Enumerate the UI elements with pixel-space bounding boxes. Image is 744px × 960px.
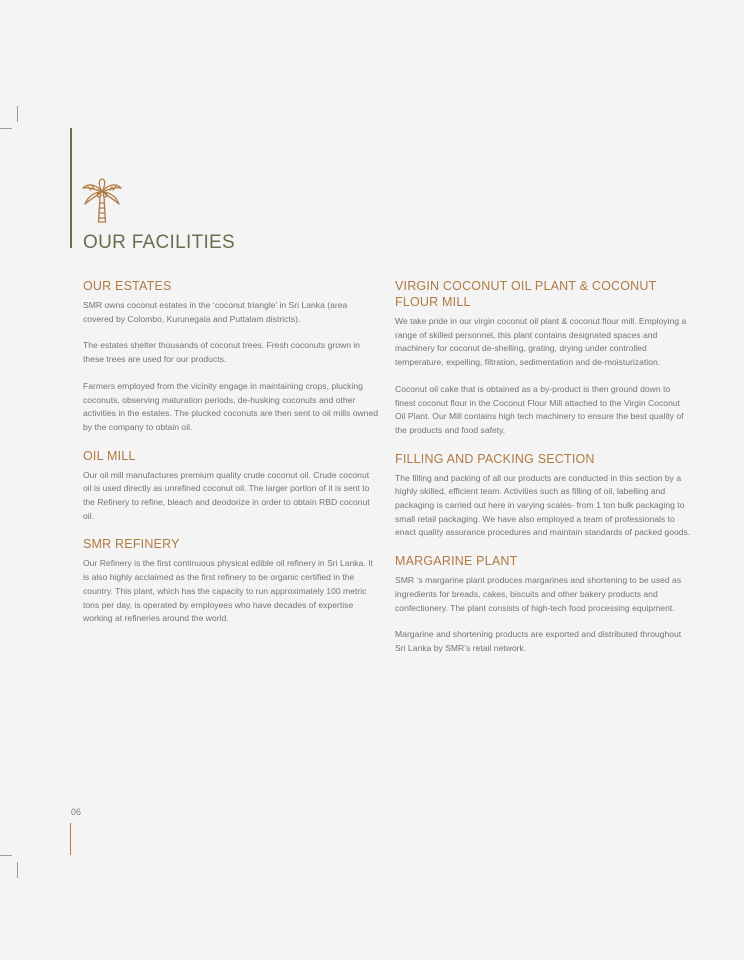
section-heading: MARGARINE PLANT [395, 554, 518, 569]
section-heading: VIRGIN COCONUT OIL PLANT & COCONUT FLOUR MILL [395, 279, 657, 309]
section-paragraph: The estates shelter thousands of coconut trees. Fresh coconuts grown in these trees are used for our products. [83, 340, 361, 365]
page-title: OUR FACILITIES [83, 232, 236, 253]
section-paragraph: Farmers employed from the vicinity engage in maintaining crops, plucking coconuts, observing maturation periods, de-husking coconuts and other activities in the estates. The plucked coconuts are then sent to oil mills owned by the company to obtain oil. [83, 380, 379, 432]
section-paragraph: Our Refinery is the first continuous physical edible oil refinery in Sri Lanka. It is also highly acclaimed as the first refinery to be organic certified in the country. This plant, which has the capacity to run approximately 100 metric tons per day, is operated by employees who have decades of expertise working at refineries around the world. [83, 558, 373, 624]
section-paragraph: SMR owns coconut estates in the ‘coconut triangle’ in Sri Lanka (area covered by Colombo, Kurunegala and Puttalam districts). [83, 300, 348, 324]
crop-mark [0, 855, 12, 856]
section-our-estates [83, 278, 379, 435]
title-accent-bar [70, 128, 72, 248]
section-heading: FILLING AND PACKING SECTION [395, 451, 595, 466]
crop-mark [0, 128, 12, 129]
section-paragraph: We take pride in our virgin coconut oil plant & coconut flour mill. Employing a range of skilled personnel, this plant contains designated spaces and machinery for coconut de-shelling, grating, drying under controlled temperature, expelling, filtration, sedimentation and de-moisturization. [395, 316, 687, 368]
crop-mark [17, 106, 18, 122]
section-paragraph: The filling and packing of all our products are conducted in this section by a highly skilled, efficient team. Activities such as filling of oil, labelling and packaging is carried out here in varying scales- from 1 ton bulk packaging to small retail packaging. We have also employed a team of professionals to enact quality assurance procedures and maintain standards of packed goods. [395, 472, 691, 538]
section-margarine-plant [395, 553, 691, 656]
left-column [83, 278, 379, 639]
page-number-accent-bar [70, 823, 71, 855]
section-paragraph: Our oil mill manufactures premium quality crude coconut oil. Crude coconut oil is used directly as unrefined coconut oil. The larger portion of it is sent to the Refinery to refine, bleach and deodorize in order to obtain RBD coconut oil. [83, 469, 370, 521]
right-column [395, 278, 691, 669]
section-heading: OIL MILL [83, 448, 136, 463]
palm-tree-icon [82, 178, 122, 224]
section-virgin-coconut-oil-plant [395, 278, 691, 438]
page-number: 06 [71, 807, 82, 817]
section-paragraph: Coconut oil cake that is obtained as a by-product is then ground down to finest coconut flour in the Coconut Flour Mill attached to the Virgin Coconut Oil Plant. Our Mill contains high tech machinery to ensure the best quality of the products and food safety. [395, 383, 684, 435]
section-paragraph: Margarine and shortening products are exported and distributed throughout Sri Lanka by SMR’s retail network. [395, 629, 682, 653]
section-paragraph: SMR ‘s margarine plant produces margarines and shortening to be used as ingredients for breads, cakes, biscuits and other bakery products and confectionery. The plant consists of high-tech food processing equipment. [395, 575, 682, 613]
crop-mark [17, 862, 18, 878]
section-filling-and-packing [395, 451, 691, 541]
section-oil-mill [83, 448, 379, 524]
section-heading: SMR REFINERY [83, 537, 180, 552]
section-heading: OUR ESTATES [83, 279, 172, 293]
section-smr-refinery [83, 536, 379, 626]
